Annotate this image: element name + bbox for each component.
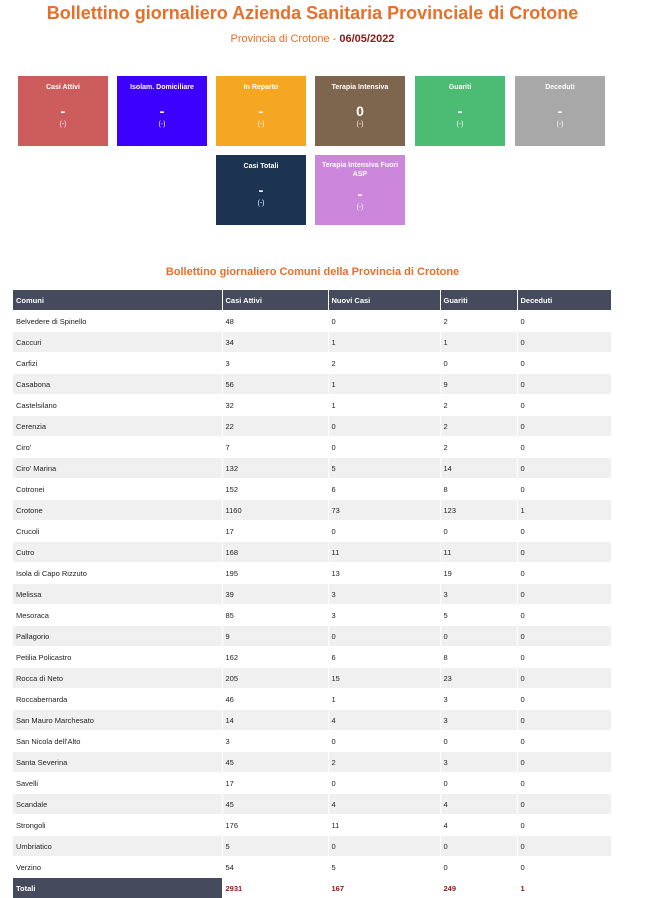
cell-comune: Savelli — [13, 773, 222, 794]
cell-nuovi-casi: 2 — [328, 752, 440, 773]
card-terapia-intensiva — [315, 76, 405, 146]
cell-deceduti: 0 — [517, 836, 611, 857]
card-delta: (-) — [18, 121, 108, 128]
cell-nuovi-casi: 5 — [328, 458, 440, 479]
card-terapia-intensiva-fuori-asp — [315, 155, 405, 225]
cell-guariti: 0 — [440, 731, 517, 752]
table-row — [13, 563, 611, 584]
cell-deceduti: 0 — [517, 521, 611, 542]
table-row — [13, 458, 611, 479]
cell-nuovi-casi: 3 — [328, 584, 440, 605]
cell-casi-attivi: 7 — [222, 437, 328, 458]
cell-deceduti: 0 — [517, 563, 611, 584]
cell-guariti: 2 — [440, 416, 517, 437]
cell-nuovi-casi: 15 — [328, 668, 440, 689]
cell-nuovi-casi: 0 — [328, 521, 440, 542]
card-value: - — [415, 104, 505, 118]
cell-comune: Ciro' — [13, 437, 222, 458]
page-subtitle — [0, 33, 625, 45]
column-header-comuni: Comuni — [13, 290, 222, 311]
cell-guariti: 3 — [440, 752, 517, 773]
cell-casi-attivi: 45 — [222, 794, 328, 815]
table-row — [13, 794, 611, 815]
cell-deceduti: 0 — [517, 374, 611, 395]
cell-deceduti: 0 — [517, 857, 611, 878]
card-guariti — [415, 76, 505, 146]
page-title: Bollettino giornaliero Azienda Sanitaria Provinciale di Crotone — [0, 3, 625, 24]
cell-guariti: 0 — [440, 857, 517, 878]
card-casi-attivi — [18, 76, 108, 146]
cell-comune: Ciro' Marina — [13, 458, 222, 479]
cell-deceduti: 0 — [517, 542, 611, 563]
cell-comune: Rocca di Neto — [13, 668, 222, 689]
card-delta: (-) — [315, 204, 405, 211]
card-label: Isolam. Domiciliare — [117, 83, 207, 92]
cell-guariti: 2 — [440, 395, 517, 416]
card-value: - — [515, 104, 605, 118]
cell-casi-attivi: 17 — [222, 521, 328, 542]
cell-guariti: 0 — [440, 773, 517, 794]
cell-casi-attivi: 1160 — [222, 500, 328, 521]
cell-casi-attivi: 205 — [222, 668, 328, 689]
cell-comune: Roccabernarda — [13, 689, 222, 710]
cell-nuovi-casi: 4 — [328, 794, 440, 815]
cell-guariti: 4 — [440, 794, 517, 815]
table-row — [13, 584, 611, 605]
cell-guariti: 14 — [440, 458, 517, 479]
cell-deceduti: 0 — [517, 689, 611, 710]
cell-nuovi-casi: 5 — [328, 857, 440, 878]
cell-guariti: 0 — [440, 353, 517, 374]
cell-deceduti: 0 — [517, 311, 611, 332]
cell-comune: Verzino — [13, 857, 222, 878]
card-deceduti — [515, 76, 605, 146]
cell-nuovi-casi: 1 — [328, 332, 440, 353]
cell-comune: Cerenzia — [13, 416, 222, 437]
table-row — [13, 668, 611, 689]
cell-guariti: 0 — [440, 521, 517, 542]
table-row — [13, 626, 611, 647]
card-value: 0 — [315, 104, 405, 118]
card-value: - — [117, 104, 207, 118]
table-body — [13, 311, 611, 878]
table-row — [13, 752, 611, 773]
cell-deceduti: 0 — [517, 647, 611, 668]
table-row — [13, 374, 611, 395]
cell-nuovi-casi: 1 — [328, 374, 440, 395]
totals-row — [13, 878, 611, 898]
cell-casi-attivi: 34 — [222, 332, 328, 353]
table-row — [13, 773, 611, 794]
cell-casi-attivi: 9 — [222, 626, 328, 647]
card-delta: (-) — [117, 121, 207, 128]
cell-guariti: 5 — [440, 605, 517, 626]
cell-guariti: 3 — [440, 584, 517, 605]
cell-guariti: 8 — [440, 647, 517, 668]
cell-deceduti: 0 — [517, 710, 611, 731]
report-date: 06/05/2022 — [339, 33, 394, 45]
cell-nuovi-casi: 73 — [328, 500, 440, 521]
cell-casi-attivi: 46 — [222, 689, 328, 710]
cell-casi-attivi: 32 — [222, 395, 328, 416]
cell-casi-attivi: 152 — [222, 479, 328, 500]
card-label: Terapia Intensiva — [315, 83, 405, 92]
cell-comune: Pallagorio — [13, 626, 222, 647]
cell-nuovi-casi: 1 — [328, 395, 440, 416]
cell-deceduti: 0 — [517, 668, 611, 689]
table-row — [13, 689, 611, 710]
table-row — [13, 521, 611, 542]
card-label: Casi Totali — [216, 162, 306, 171]
column-header-guariti: Guariti — [440, 290, 517, 311]
cell-comune: Carfizi — [13, 353, 222, 374]
cell-nuovi-casi: 0 — [328, 773, 440, 794]
table-row — [13, 542, 611, 563]
cell-guariti: 2 — [440, 437, 517, 458]
column-header-deceduti: Deceduti — [517, 290, 611, 311]
cell-comune: Umbriatico — [13, 836, 222, 857]
card-delta: (-) — [216, 121, 306, 128]
cell-nuovi-casi: 0 — [328, 731, 440, 752]
table-row — [13, 479, 611, 500]
card-value: - — [18, 104, 108, 118]
totals-guariti: 249 — [440, 878, 517, 898]
cell-comune: San Nicola dell'Alto — [13, 731, 222, 752]
cell-nuovi-casi: 0 — [328, 836, 440, 857]
cell-guariti: 0 — [440, 626, 517, 647]
table-row — [13, 605, 611, 626]
cell-casi-attivi: 3 — [222, 353, 328, 374]
cell-deceduti: 0 — [517, 458, 611, 479]
cell-comune: Crucoli — [13, 521, 222, 542]
column-header-casi-attivi: Casi Attivi — [222, 290, 328, 311]
cell-guariti: 19 — [440, 563, 517, 584]
table-row — [13, 416, 611, 437]
table-row — [13, 836, 611, 857]
cell-deceduti: 0 — [517, 752, 611, 773]
cell-deceduti: 0 — [517, 332, 611, 353]
cell-casi-attivi: 85 — [222, 605, 328, 626]
card-isolamento-domiciliare — [117, 76, 207, 146]
card-value: - — [216, 183, 306, 197]
table-header-row — [13, 290, 611, 311]
cell-casi-attivi: 195 — [222, 563, 328, 584]
table-row — [13, 647, 611, 668]
cell-deceduti: 0 — [517, 584, 611, 605]
cell-guariti: 3 — [440, 689, 517, 710]
cell-comune: Casabona — [13, 374, 222, 395]
cell-casi-attivi: 56 — [222, 374, 328, 395]
card-value: - — [315, 187, 405, 201]
cell-nuovi-casi: 0 — [328, 311, 440, 332]
cell-guariti: 0 — [440, 836, 517, 857]
cell-guariti: 4 — [440, 815, 517, 836]
section-title: Bollettino giornaliero Comuni della Provincia di Crotone — [0, 266, 625, 278]
cell-deceduti: 0 — [517, 437, 611, 458]
comuni-table — [13, 290, 612, 898]
cell-casi-attivi: 14 — [222, 710, 328, 731]
cell-comune: Petilia Policastro — [13, 647, 222, 668]
card-delta: (-) — [216, 200, 306, 207]
cell-nuovi-casi: 13 — [328, 563, 440, 584]
card-delta: (-) — [515, 121, 605, 128]
cell-casi-attivi: 162 — [222, 647, 328, 668]
cell-comune: Cutro — [13, 542, 222, 563]
cell-casi-attivi: 48 — [222, 311, 328, 332]
cell-casi-attivi: 168 — [222, 542, 328, 563]
cell-deceduti: 0 — [517, 395, 611, 416]
card-label: Terapia Intensiva Fuori ASP — [315, 161, 405, 179]
table-row — [13, 395, 611, 416]
table-row — [13, 332, 611, 353]
cell-comune: Crotone — [13, 500, 222, 521]
cell-deceduti: 0 — [517, 479, 611, 500]
card-label: In Reparto — [216, 83, 306, 92]
cell-nuovi-casi: 6 — [328, 647, 440, 668]
table-row — [13, 710, 611, 731]
totals-label: Totali — [13, 878, 222, 898]
province-label: Provincia di Crotone - — [231, 33, 340, 45]
cell-comune: Caccuri — [13, 332, 222, 353]
cell-comune: Melissa — [13, 584, 222, 605]
cell-nuovi-casi: 0 — [328, 626, 440, 647]
cell-casi-attivi: 132 — [222, 458, 328, 479]
table-row — [13, 815, 611, 836]
cell-nuovi-casi: 1 — [328, 689, 440, 710]
cell-guariti: 3 — [440, 710, 517, 731]
cell-deceduti: 0 — [517, 773, 611, 794]
cell-casi-attivi: 5 — [222, 836, 328, 857]
cell-casi-attivi: 54 — [222, 857, 328, 878]
cell-casi-attivi: 3 — [222, 731, 328, 752]
cell-nuovi-casi: 0 — [328, 437, 440, 458]
cell-casi-attivi: 39 — [222, 584, 328, 605]
cell-guariti: 23 — [440, 668, 517, 689]
card-in-reparto — [216, 76, 306, 146]
cell-nuovi-casi: 0 — [328, 416, 440, 437]
cell-comune: Cotronei — [13, 479, 222, 500]
cell-guariti: 9 — [440, 374, 517, 395]
cell-deceduti: 0 — [517, 815, 611, 836]
table-row — [13, 857, 611, 878]
cell-nuovi-casi: 4 — [328, 710, 440, 731]
cell-nuovi-casi: 11 — [328, 542, 440, 563]
cell-guariti: 2 — [440, 311, 517, 332]
cell-casi-attivi: 17 — [222, 773, 328, 794]
cell-nuovi-casi: 11 — [328, 815, 440, 836]
cell-deceduti: 0 — [517, 353, 611, 374]
card-value: - — [216, 104, 306, 118]
cell-comune: Belvedere di Spinello — [13, 311, 222, 332]
table-row — [13, 500, 611, 521]
cell-deceduti: 0 — [517, 626, 611, 647]
cell-deceduti: 1 — [517, 500, 611, 521]
cell-guariti: 11 — [440, 542, 517, 563]
cell-deceduti: 0 — [517, 605, 611, 626]
cell-guariti: 1 — [440, 332, 517, 353]
table-row — [13, 311, 611, 332]
table-row — [13, 731, 611, 752]
column-header-nuovi-casi: Nuovi Casi — [328, 290, 440, 311]
cell-comune: Castelsilano — [13, 395, 222, 416]
cell-comune: Isola di Capo Rizzuto — [13, 563, 222, 584]
cell-nuovi-casi: 6 — [328, 479, 440, 500]
totals-deceduti: 1 — [517, 878, 611, 898]
table-row — [13, 353, 611, 374]
cell-nuovi-casi: 2 — [328, 353, 440, 374]
card-delta: (-) — [315, 121, 405, 128]
card-casi-totali — [216, 155, 306, 225]
cell-comune: Scandale — [13, 794, 222, 815]
cell-comune: San Mauro Marchesato — [13, 710, 222, 731]
card-label: Guariti — [415, 83, 505, 92]
table-row — [13, 437, 611, 458]
card-label: Casi Attivi — [18, 83, 108, 92]
card-delta: (-) — [415, 121, 505, 128]
cell-casi-attivi: 45 — [222, 752, 328, 773]
cell-guariti: 123 — [440, 500, 517, 521]
cell-comune: Santa Severina — [13, 752, 222, 773]
cell-casi-attivi: 176 — [222, 815, 328, 836]
cell-comune: Strongoli — [13, 815, 222, 836]
cell-deceduti: 0 — [517, 794, 611, 815]
cell-nuovi-casi: 3 — [328, 605, 440, 626]
cell-guariti: 8 — [440, 479, 517, 500]
cell-deceduti: 0 — [517, 731, 611, 752]
cell-deceduti: 0 — [517, 416, 611, 437]
totals-casi-attivi: 2931 — [222, 878, 328, 898]
cell-casi-attivi: 22 — [222, 416, 328, 437]
card-label: Deceduti — [515, 83, 605, 92]
totals-nuovi-casi: 167 — [328, 878, 440, 898]
cell-comune: Mesoraca — [13, 605, 222, 626]
